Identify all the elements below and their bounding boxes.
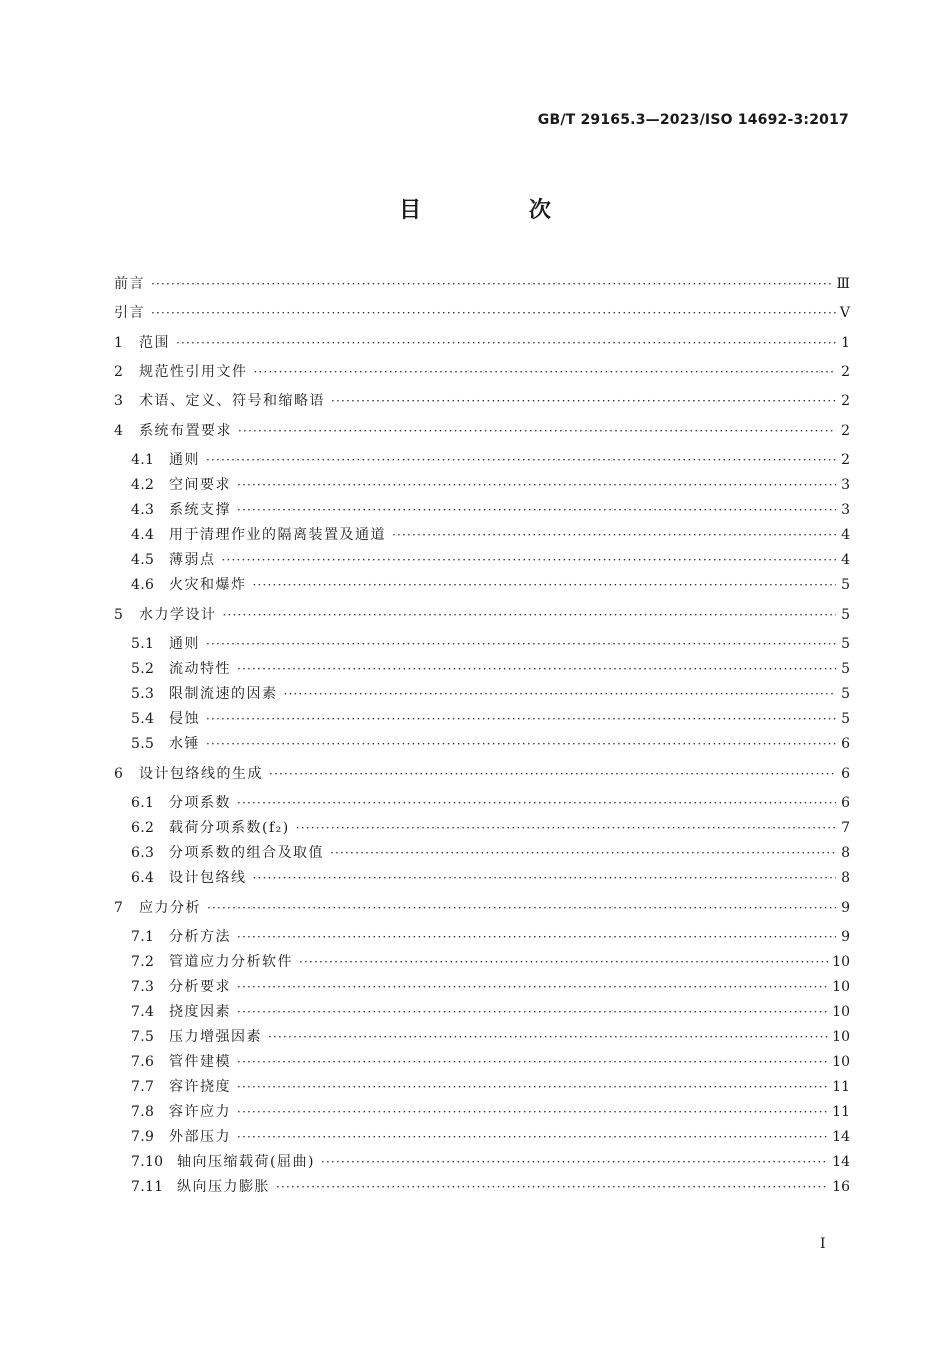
toc-dot-leader	[237, 975, 828, 999]
toc-dot-leader	[238, 419, 836, 443]
toc-entry-page: 7	[841, 820, 850, 836]
toc-entry-page: 6	[841, 795, 850, 811]
toc-dot-leader	[223, 603, 837, 627]
toc-entry[interactable]	[131, 707, 850, 731]
toc-entry[interactable]	[131, 682, 850, 706]
toc-dot-leader	[237, 1100, 828, 1124]
toc-entry-number: 7.10	[131, 1154, 164, 1170]
toc-title: 目 次	[399, 198, 601, 223]
toc-entry-page: 4	[841, 527, 850, 543]
toc-entry-page: 8	[841, 845, 850, 861]
toc-entry-label: 分项系数	[169, 795, 231, 811]
toc-entry-page: 6	[841, 766, 850, 782]
toc-entry-label: 限制流速的因素	[169, 686, 278, 702]
toc-entry-page: 2	[841, 393, 850, 409]
toc-entry[interactable]	[131, 448, 850, 472]
toc-entry-page: 6	[841, 736, 850, 752]
toc-entry-label: 范围	[139, 335, 170, 351]
toc-entry[interactable]	[114, 419, 850, 443]
toc-entry-number: 4.1	[131, 452, 155, 468]
toc-entry-page: 14	[832, 1154, 850, 1170]
toc-dot-leader	[254, 360, 837, 384]
toc-entry[interactable]	[131, 1050, 850, 1074]
toc-entry-label: 分析要求	[169, 979, 231, 995]
toc-entry-label: 管道应力分析软件	[169, 954, 293, 970]
toc-entry-number: 4.4	[131, 527, 155, 543]
toc-entry-page: 1	[841, 335, 850, 351]
toc-entry-number: 4.5	[131, 552, 155, 568]
toc-entry-label: 水锤	[169, 736, 200, 752]
toc-dot-leader	[253, 866, 837, 890]
toc-dot-leader	[284, 682, 837, 706]
toc-entry-label: 分析方法	[169, 929, 231, 945]
toc-entry-page: 2	[841, 452, 850, 468]
toc-entry[interactable]	[114, 301, 850, 325]
toc-entry-number: 5.3	[131, 686, 155, 702]
toc-entry-label: 挠度因素	[169, 1004, 231, 1020]
toc-entry[interactable]	[131, 657, 850, 681]
toc-entry-page: 2	[841, 364, 850, 380]
toc-entry[interactable]	[131, 1175, 850, 1199]
toc-dot-leader	[237, 1000, 828, 1024]
toc-entry-number: 7.2	[131, 954, 155, 970]
toc-dot-leader	[237, 498, 836, 522]
toc-entry[interactable]	[131, 632, 850, 656]
toc-entry-number: 7.1	[131, 929, 155, 945]
toc-dot-leader	[237, 657, 836, 681]
toc-entry-label: 通则	[169, 452, 200, 468]
standard-code: GB/T 29165.3—2023/ISO 14692-3:2017	[537, 112, 849, 128]
toc-entry-page: 14	[832, 1129, 850, 1145]
toc-entry-number: 4.6	[131, 577, 155, 593]
toc-dot-leader	[268, 1025, 828, 1049]
toc-entry-number: 5.2	[131, 661, 155, 677]
toc-entry-label: 分项系数的组合及取值	[169, 845, 324, 861]
toc-entry-label: 载荷分项系数(f₂)	[169, 820, 290, 836]
toc-entry-page: 11	[832, 1079, 850, 1095]
toc-entry-number: 4.2	[131, 477, 155, 493]
toc-entry-label: 容许挠度	[169, 1079, 231, 1095]
toc-entry-label: 管件建模	[169, 1054, 231, 1070]
toc-entry-label: 引言	[114, 305, 145, 321]
toc-dot-leader	[237, 791, 836, 815]
toc-entry-page: 11	[832, 1104, 850, 1120]
toc-entry-number: 4	[114, 423, 123, 439]
toc-entry-label: 设计包络线的生成	[139, 766, 263, 782]
toc-entry-number: 6.3	[131, 845, 155, 861]
toc-entry-page: Ⅴ	[839, 305, 850, 321]
toc-dot-leader	[207, 896, 836, 920]
toc-entry[interactable]	[131, 1100, 850, 1124]
toc-entry-label: 水力学设计	[139, 607, 217, 623]
toc-entry-page: 8	[841, 870, 850, 886]
toc-entry-page: 10	[832, 1029, 850, 1045]
toc-dot-leader	[151, 272, 832, 296]
toc-dot-leader	[206, 632, 836, 656]
toc-dot-leader	[206, 448, 836, 472]
toc-entry-number: 7.5	[131, 1029, 155, 1045]
toc-entry-label: 应力分析	[139, 900, 201, 916]
toc-entry[interactable]	[131, 732, 850, 756]
toc-entry-label: 前言	[114, 276, 145, 292]
toc-entry[interactable]	[131, 816, 850, 840]
toc-entry-label: 通则	[169, 636, 200, 652]
toc-dot-leader	[237, 473, 836, 497]
toc-dot-leader	[269, 762, 836, 786]
toc-entry-number: 7.9	[131, 1129, 155, 1145]
toc-entry[interactable]	[131, 473, 850, 497]
toc-entry-number: 5.1	[131, 636, 155, 652]
toc-entry[interactable]	[131, 573, 850, 597]
toc-entry[interactable]	[114, 762, 850, 786]
toc-entry-number: 4.3	[131, 502, 155, 518]
toc-entry-number: 7.8	[131, 1104, 155, 1120]
toc-entry[interactable]	[114, 389, 850, 413]
toc-entry-number: 1	[114, 335, 123, 351]
toc-entry-number: 6.2	[131, 820, 155, 836]
toc-dot-leader	[331, 389, 836, 413]
toc-entry[interactable]	[131, 548, 850, 572]
toc-entry-label: 外部压力	[169, 1129, 231, 1145]
toc-entry[interactable]	[131, 1075, 850, 1099]
toc-entry-number: 6	[114, 766, 123, 782]
toc-dot-leader	[330, 841, 836, 865]
toc-entry-label: 侵蚀	[169, 711, 200, 727]
toc-entry-label: 系统布置要求	[139, 423, 232, 439]
toc-dot-leader	[253, 573, 837, 597]
toc-dot-leader	[299, 950, 828, 974]
toc-dot-leader	[321, 1150, 828, 1174]
toc-dot-leader	[237, 925, 836, 949]
toc-entry-label: 火灾和爆炸	[169, 577, 247, 593]
toc-entry-page: Ⅲ	[836, 276, 850, 292]
toc-entry[interactable]	[114, 272, 850, 296]
toc-entry-page: 10	[832, 954, 850, 970]
toc-entry-number: 5.4	[131, 711, 155, 727]
toc-entry[interactable]	[131, 1025, 850, 1049]
toc-entry-page: 5	[841, 686, 850, 702]
toc-dot-leader	[237, 1125, 828, 1149]
toc-dot-leader	[392, 523, 836, 547]
toc-entry[interactable]	[131, 950, 850, 974]
toc-entry[interactable]	[131, 523, 850, 547]
toc-entry-page: 16	[832, 1179, 850, 1195]
toc-dot-leader	[237, 1075, 828, 1099]
toc-entry-number: 2	[114, 364, 123, 380]
toc-entry-label: 用于清理作业的隔离装置及通道	[169, 527, 386, 543]
toc-entry[interactable]	[114, 603, 850, 627]
toc-dot-leader	[206, 732, 836, 756]
toc-dot-leader	[151, 301, 836, 325]
toc-entry-label: 空间要求	[169, 477, 231, 493]
toc-entry-page: 9	[841, 900, 850, 916]
toc-entry[interactable]	[131, 975, 850, 999]
toc-entry-page: 3	[841, 502, 850, 518]
toc-entry-number: 5	[114, 607, 123, 623]
toc-entry-label: 流动特性	[169, 661, 231, 677]
toc-entry-label: 设计包络线	[169, 870, 247, 886]
toc-entry[interactable]	[114, 331, 850, 355]
toc-dot-leader	[176, 331, 836, 355]
toc-entry-page: 4	[841, 552, 850, 568]
toc-entry-number: 7.3	[131, 979, 155, 995]
toc-entry-number: 7.6	[131, 1054, 155, 1070]
toc-dot-leader	[237, 1050, 828, 1074]
toc-dot-leader	[296, 816, 836, 840]
toc-entry[interactable]	[114, 896, 850, 920]
toc-entry-label: 术语、定义、符号和缩略语	[139, 393, 325, 409]
toc-entry[interactable]	[131, 1125, 850, 1149]
toc-entry[interactable]	[131, 925, 850, 949]
toc-entry-number: 3	[114, 393, 123, 409]
toc-entry[interactable]	[131, 498, 850, 522]
toc-entry-page: 9	[841, 929, 850, 945]
toc-entry-page: 5	[841, 636, 850, 652]
toc-entry-page: 5	[841, 711, 850, 727]
toc-entry-number: 7	[114, 900, 123, 916]
toc-entry-number: 5.5	[131, 736, 155, 752]
toc-entry[interactable]	[114, 360, 850, 384]
toc-entry[interactable]	[131, 791, 850, 815]
toc-entry-page: 5	[841, 661, 850, 677]
toc-entry[interactable]	[131, 841, 850, 865]
toc-entry-page: 2	[841, 423, 850, 439]
toc-entry-page: 10	[832, 1004, 850, 1020]
toc-entry-number: 6.4	[131, 870, 155, 886]
toc-entry-label: 轴向压缩载荷(屈曲)	[177, 1154, 315, 1170]
toc-entry-number: 6.1	[131, 795, 155, 811]
toc-dot-leader	[276, 1175, 828, 1199]
footer-page-number: I	[820, 1236, 826, 1252]
toc-entry-number: 7.11	[131, 1179, 164, 1195]
toc-entry-label: 规范性引用文件	[139, 364, 248, 380]
toc-dot-leader	[222, 548, 837, 572]
toc-entry[interactable]	[131, 866, 850, 890]
toc-entry-number: 7.4	[131, 1004, 155, 1020]
toc-entry-page: 5	[841, 607, 850, 623]
toc-entry-label: 压力增强因素	[169, 1029, 262, 1045]
toc-entry-page: 5	[841, 577, 850, 593]
toc-dot-leader	[206, 707, 836, 731]
toc-entry-number: 7.7	[131, 1079, 155, 1095]
toc-entry-label: 纵向压力膨胀	[177, 1179, 270, 1195]
toc-entry-page: 3	[841, 477, 850, 493]
toc-entry-label: 容许应力	[169, 1104, 231, 1120]
toc-entry-page: 10	[832, 979, 850, 995]
toc-entry-label: 系统支撑	[169, 502, 231, 518]
toc-entry[interactable]	[131, 1150, 850, 1174]
toc-entry-page: 10	[832, 1054, 850, 1070]
toc-entry[interactable]	[131, 1000, 850, 1024]
toc-entry-label: 薄弱点	[169, 552, 216, 568]
